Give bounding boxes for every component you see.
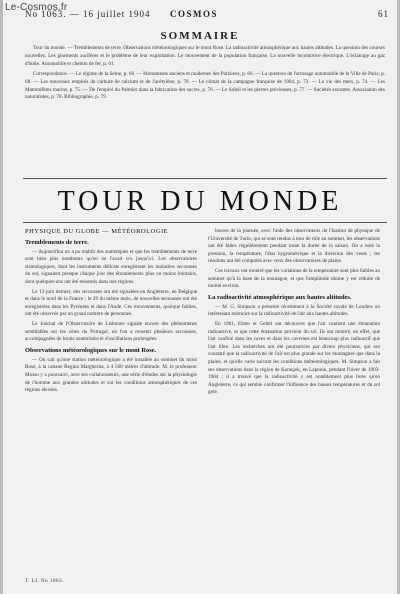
article-paragraph: — On sait qu'une station météorologique a été installée au sommet du mont Rose, à la cabane Regina Margherita, à 4 560 mètres d'altitude. M. le professeur Mosso y a poursuivi, avec ses collaborateurs, une série d'études sur la physiologie de l'homme aux grandes altitudes et sur les conditions atmosphériques de ces régions élevées. xyxy=(25,356,197,394)
summary-body xyxy=(25,45,385,104)
divider-top xyxy=(23,178,387,179)
summary-paragraph: Correspondance. — Le régime de la Seine, p. 66. — Monuments anciens et modernes des Parisiens, p. 66. — La question de l'arrosage automobile de la Ville de Paris, p. 68. — Les nouveaux emplois du carbure de calcium et de l'acétylène, p. 70. — Le climat de la campagne française de 1904, p. 73. — La vie des mers, p. 74. — Les Mammifères marins, p. 75. — De l'emploi du Palmier dans la fabrication des sucres, p. 76. — Le Soleil et les pierres précieuses, p. 77. — Sociétés savantes. Association des naturalistes, p. 78. Bibliographie, p. 79. xyxy=(25,70,385,101)
article-paragraph: Le 13 juin dernier, des secousses ont été signalées en Angleterre, en Belgique et dans le nord de la France ; le 29 du même mois, de nouvelles secousses ont été enregistrées dans les Pyrénées et dans l'Aude. Ces mouvements, quoique faibles, ont été observés par un grand nombre de personnes. xyxy=(25,288,197,318)
page-number: 61 xyxy=(378,9,389,19)
article-paragraph: — Aujourd'hui on a pu établir des statistiques et que les tremblements de terre sont bien plus nombreux qu'on ne l'avait cru jusqu'ici. Les observatoires sismologiques, dont les instruments délicats enregistrent les moindres secousses du sol, signalent presque chaque jour des ébranlements plus ou moins lointains, dont quelques-uns ont été ressentis dans nos régions. xyxy=(25,248,197,285)
article-heading: Observations météorologiques sur le mont Rose. xyxy=(25,346,157,354)
journal-title: COSMOS xyxy=(170,9,219,19)
page xyxy=(3,0,397,594)
left-column xyxy=(25,228,197,397)
article-paragraph: En 1901, Elster et Geitel ont découvert que l'air contient une émanation radioactive, et que cette émanation provient du sol. Ils ont montré, en effet, que l'air confiné dans les caves et dans les cavernes est beaucoup plus radioactif que l'air libre. Les recherches ont été poursuivies par divers physiciens, qui ont constaté que la radioactivité de l'air est plus grande sur les montagnes que dans la plaine, et qu'elle varie suivant les conditions météorologiques. M. Simpson a fait ses observations dans la région de Karasjok, en Laponie, pendant l'hiver de 1903-1904 ; il a trouvé que la radioactivité y est notablement plus forte qu'en Angleterre, ce qui semble confirmer l'influence des basses températures et du sol gelé. xyxy=(208,320,380,396)
article-paragraph: heures de la journée, avec l'aide des observateurs de l'Institut de physique de l'Université de Turin, qui se sont rendus à tour de rôle au sommet, les observations ont été faites régulièrement pendant toute la durée de la saison. On a noté la pression, la température, l'état hygrométrique et la direction des vents ; les résultats ont été comparés avec ceux des observatoires de plaine. xyxy=(208,228,380,265)
article-paragraph: Ces travaux ont montré que les variations de la température sont plus faibles au sommet qu'à la base de la montagne, et que l'amplitude diurne y est réduite de moitié environ. xyxy=(208,267,380,290)
summary-title: SOMMAIRE xyxy=(160,30,240,42)
running-header xyxy=(25,9,389,21)
site-watermark: Le-Cosmos.fr xyxy=(5,2,68,13)
footer-volume: T. LI. No 1063. xyxy=(25,578,64,584)
article-heading: Tremblements de terre. xyxy=(25,238,89,246)
issue-number: No 1063. — 16 juillet 1904 xyxy=(25,9,151,19)
rubric-heading: PHYSIQUE DU GLOBE — MÉTÉOROLOGIE xyxy=(25,228,169,235)
article-paragraph: — M. G. Simpson a présenté récemment à la Société royale de Londres un intéressant mémoire sur la radioactivité de l'air aux hautes altitudes. xyxy=(208,303,380,318)
article-heading: La radioactivité atmosphérique aux hautes altitudes. xyxy=(208,293,352,301)
right-column xyxy=(208,228,380,399)
section-title: TOUR DU MONDE xyxy=(57,186,343,217)
divider-bottom xyxy=(23,222,387,223)
summary-paragraph: Tour du monde. — Tremblements de terre. Observations météorologiques sur le mont Rose. La radioactivité atmosphérique aux hautes altitudes. La question des courses nouvelles. Les gisements aurifères et le problème de leur exploitation. Le mouvement de la population française. La nouvelle locomotive électrique. L'éclairage au gaz d'huile. Automobile et chemin de fer, p. 61. xyxy=(25,45,385,67)
article-paragraph: Le Journal de l'Observatoire de Lisbonne signale encore des phénomènes semblables sur les côtes du Portugal, où l'on a ressenti plusieurs secousses, accompagnées de bruits souterrains et d'oscillations prolongées. xyxy=(25,320,197,343)
